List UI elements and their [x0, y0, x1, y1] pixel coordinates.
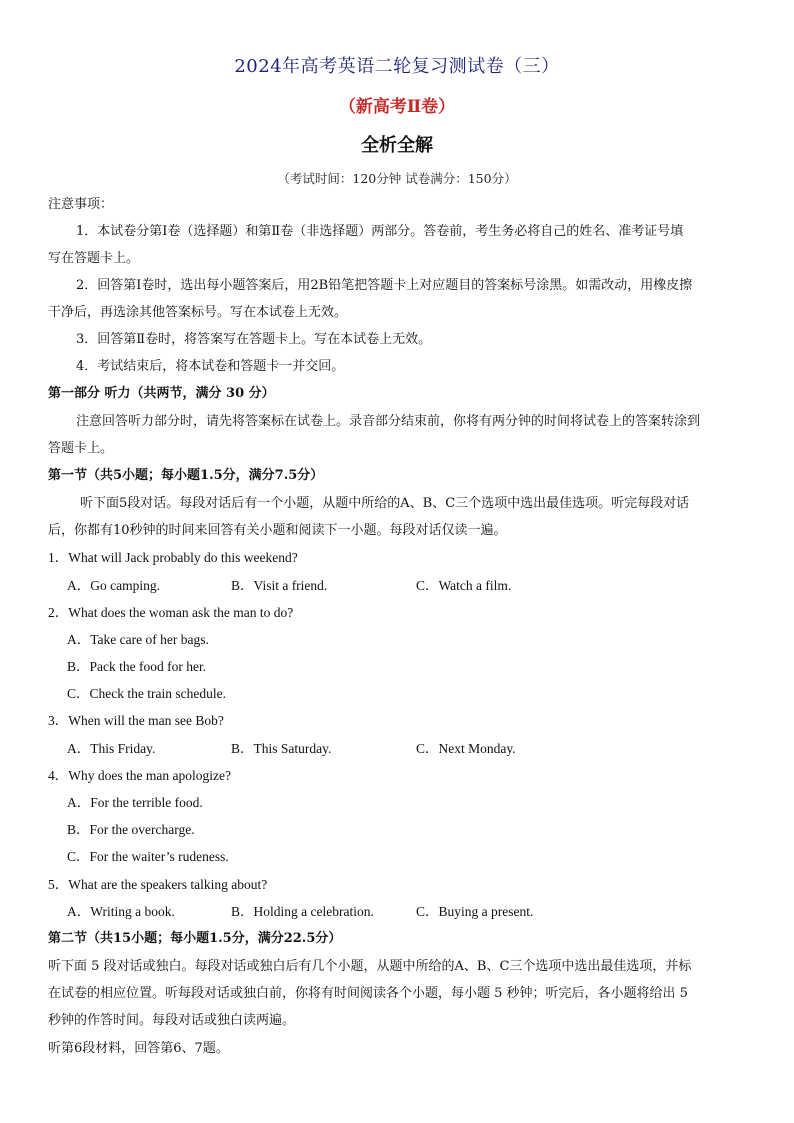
question-3-option-a: A．This Friday. [67, 741, 156, 756]
question-1: 1．What will Jack probably do this weekend? [48, 550, 298, 565]
section2-footer-line: 听第6段材料，回答第6、7题。 [48, 1041, 229, 1056]
section2-instructions-line-3: 秒钟的作答时间。每段对话或独白读两遍。 [48, 1013, 296, 1028]
question-1-option-b: B．Visit a friend. [231, 578, 328, 593]
notice-item-3: 3．回答第Ⅱ卷时，将答案写在答题卡上。写在本试卷上无效。 [76, 332, 432, 347]
section1-heading: 第一节（共5小题；每小题1.5分，满分7.5分） [48, 468, 324, 483]
exam-title: 2024年高考英语二轮复习测试卷（三） [234, 56, 560, 77]
notice-item-2-line-1: 2．回答第Ⅰ卷时，选出每小题答案后，用2B铅笔把答题卡上对应题目的答案标号涂黑。如需改动，用橡皮擦 [76, 278, 693, 293]
notice-item-2-line-2: 干净后，再选涂其他答案标号。写在本试卷上无效。 [48, 305, 348, 320]
question-2-option-b: B．Pack the food for her. [67, 659, 207, 674]
question-3-option-c: C．Next Monday. [416, 741, 516, 756]
notice-item-4: 4．考试结束后，将本试卷和答题卡一并交回。 [76, 359, 345, 374]
notice-label: 注意事项： [48, 197, 114, 212]
section2-heading: 第二节（共15小题；每小题1.5分，满分22.5分） [48, 931, 342, 946]
question-2: 2．What does the woman ask the man to do? [48, 605, 294, 620]
section2-instructions-line-1: 听下面 5 段对话或独白。每段对话或独白后有几个小题，从题中所给的A、B、C三个选项中选出最佳选项，并标 [48, 959, 692, 974]
question-5-option-a: A．Writing a book. [67, 904, 175, 919]
part1-heading: 第一部分 听力（共两节，满分 30 分） [48, 386, 275, 401]
part1-instructions-line-2: 答题卡上。 [48, 441, 114, 456]
question-2-option-c: C．Check the train schedule. [67, 686, 226, 701]
question-5-option-b: B．Holding a celebration. [231, 904, 374, 919]
question-5-option-c: C．Buying a present. [416, 904, 534, 919]
part1-instructions-line-1: 注意回答听力部分时，请先将答案标在试卷上。录音部分结束前，你将有两分钟的时间将试卷上的答案转涂到 [76, 414, 701, 429]
question-3-option-b: B．This Saturday. [231, 741, 332, 756]
question-4-option-c: C．For the waiter’s rudeness. [67, 849, 229, 864]
question-3: 3．When will the man see Bob? [48, 713, 224, 728]
section1-instructions-line-2: 后，你都有10秒钟的时间来回答有关小题和阅读下一小题。每段对话仅读一遍。 [48, 523, 507, 538]
question-4: 4．Why does the man apologize? [48, 768, 231, 783]
exam-subtitle: （新高考Ⅱ卷） [338, 97, 456, 117]
notice-item-1-line-1: 1．本试卷分第Ⅰ卷（选择题）和第Ⅱ卷（非选择题）两部分。答卷前，考生务必将自己的姓名、准考证号填 [76, 224, 684, 239]
question-4-option-a: A．For the terrible food. [67, 795, 203, 810]
question-4-option-b: B．For the overcharge. [67, 822, 195, 837]
question-2-option-a: A．Take care of her bags. [67, 632, 209, 647]
exam-info: （考试时间：120分钟 试卷满分：150分） [277, 171, 517, 186]
notice-item-1-line-2: 写在答题卡上。 [48, 251, 140, 266]
section2-instructions-line-2: 在试卷的相应位置。听每段对话或独白前，你将有时间阅读各个小题，每小题 5 秒钟；听完后，各小题将给出 5 [48, 986, 688, 1001]
section1-instructions-line-1: 听下面5段对话。每段对话后有一个小题，从题中所给的A、B、C三个选项中选出最佳选项。听完每段对话 [80, 496, 690, 511]
question-5: 5．What are the speakers talking about? [48, 877, 268, 892]
exam-heading: 全析全解 [361, 135, 433, 156]
question-1-option-a: A．Go camping. [67, 578, 160, 593]
question-1-option-c: C．Watch a film. [416, 578, 512, 593]
